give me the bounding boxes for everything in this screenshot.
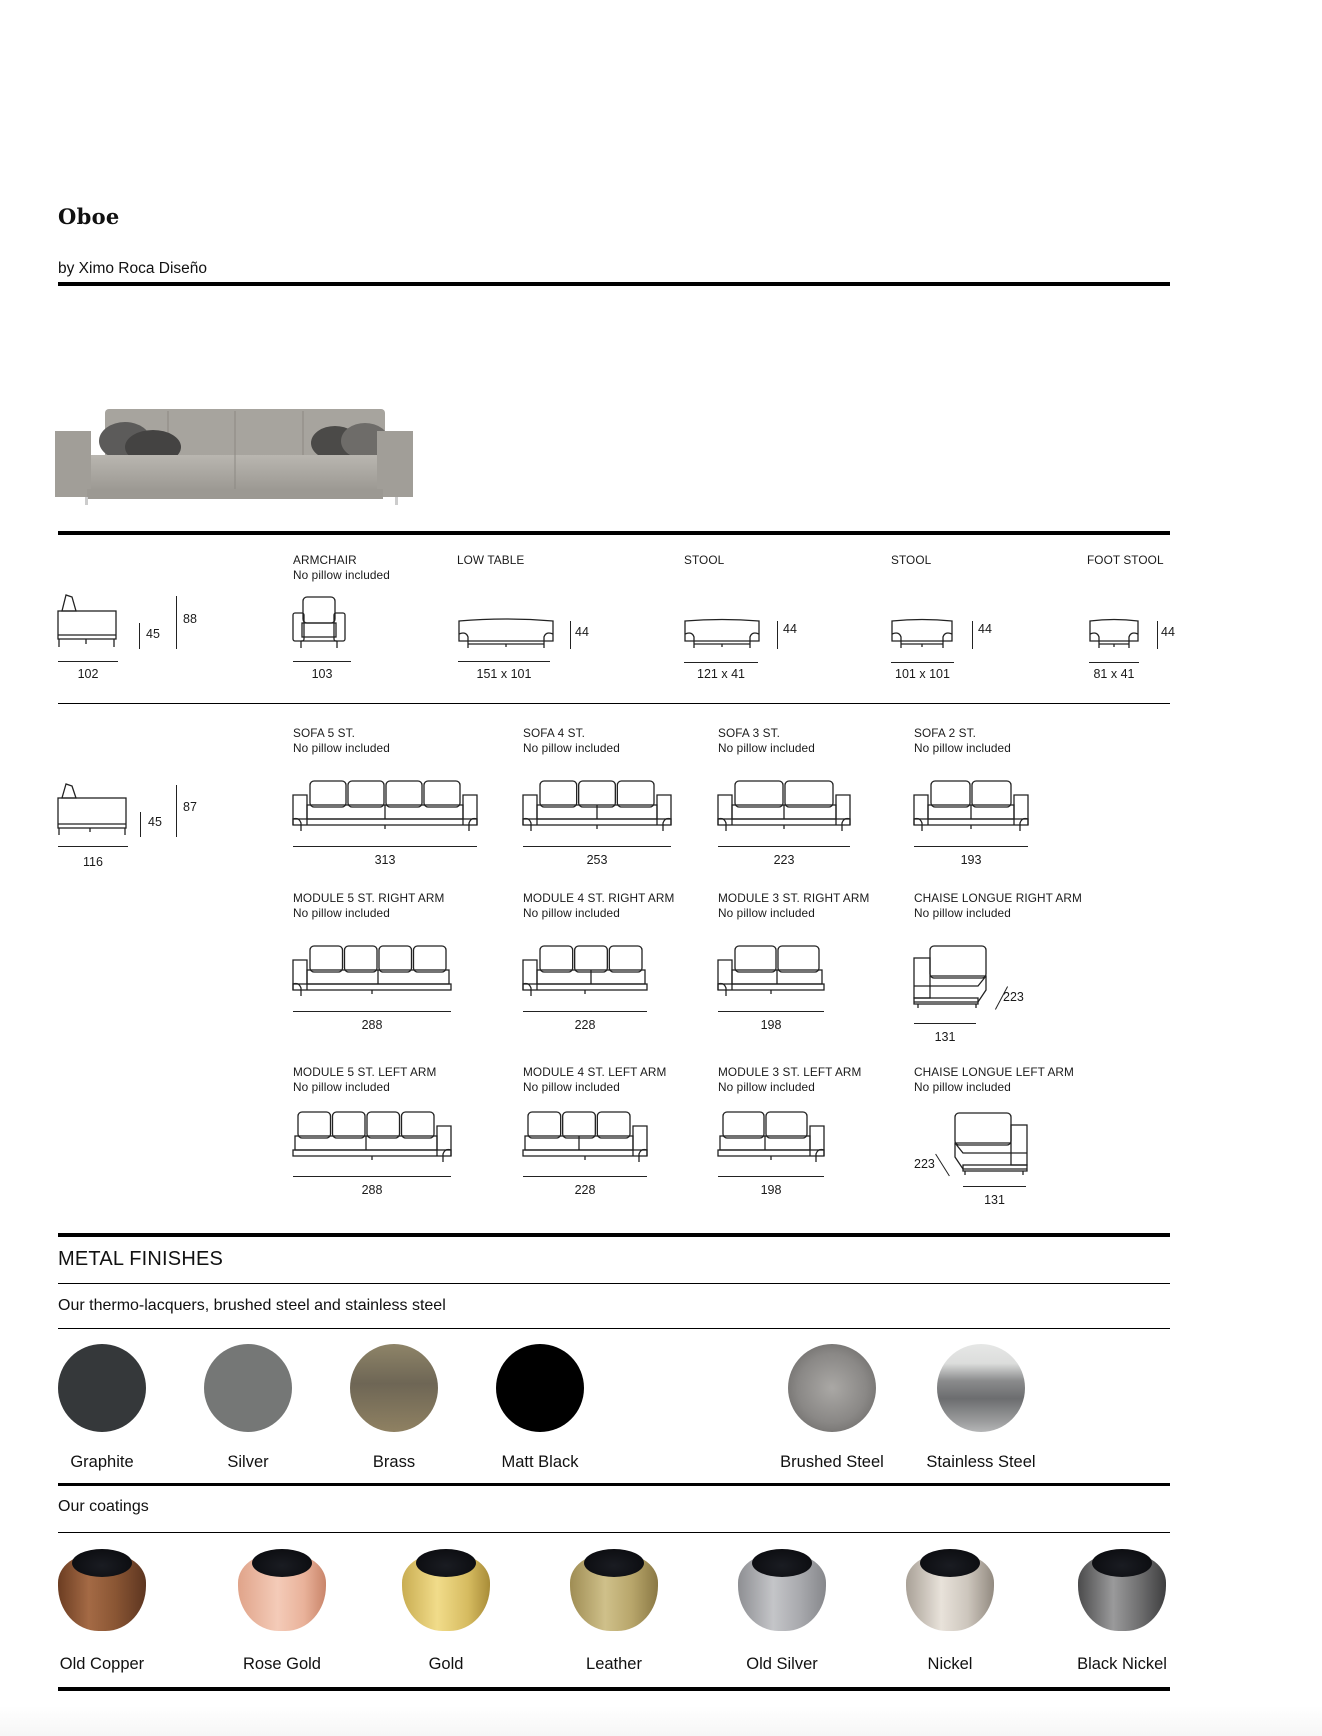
item-label: FOOT STOOL xyxy=(1087,553,1164,567)
item-label xyxy=(523,1065,666,1095)
sofa-photo xyxy=(55,403,423,507)
item-label xyxy=(914,891,1082,921)
coating-label: Old Copper xyxy=(59,1655,145,1673)
divider xyxy=(58,1283,1170,1284)
item-note: No pillow included xyxy=(914,906,1011,920)
item-dimension: 198 xyxy=(760,1183,782,1197)
module-left-arm-drawing[interactable] xyxy=(718,1112,824,1169)
item-dimension: 121 x 41 xyxy=(697,667,745,681)
profile-width: 116 xyxy=(83,855,103,869)
item-label xyxy=(718,891,869,921)
item-name: MODULE 5 ST. RIGHT ARM xyxy=(293,891,445,905)
bowl-opening xyxy=(252,1549,312,1577)
item-label xyxy=(293,891,444,921)
finish-color-circle[interactable] xyxy=(788,1344,876,1432)
bowl-opening xyxy=(72,1549,132,1577)
dim-line xyxy=(523,846,671,847)
item-height: 44 xyxy=(783,622,797,636)
item-name: MODULE 5 ST. LEFT ARM xyxy=(293,1065,437,1079)
chaise-longue-right-arm-drawing[interactable] xyxy=(914,946,988,1013)
item-dimension: 253 xyxy=(586,853,608,867)
item-note: No pillow included xyxy=(718,906,815,920)
coatings-title: Our coatings xyxy=(58,1498,149,1515)
finish-label: Matt Black xyxy=(501,1453,579,1471)
module-right-arm-drawing[interactable] xyxy=(718,946,824,1003)
height-line xyxy=(1157,621,1158,649)
item-note: No pillow included xyxy=(293,1080,390,1094)
item-dimension: 193 xyxy=(960,853,982,867)
profile-width: 102 xyxy=(77,667,99,681)
dim-line xyxy=(58,661,118,662)
coating-label: Old Silver xyxy=(746,1655,818,1673)
item-label xyxy=(523,726,620,756)
coating-bowl-image[interactable] xyxy=(906,1549,994,1631)
dim-line xyxy=(458,661,550,662)
height-line xyxy=(176,596,177,649)
dim-line xyxy=(523,1011,647,1012)
item-label: LOW TABLE xyxy=(457,553,525,567)
dim-line xyxy=(718,1011,824,1012)
bowl-opening xyxy=(752,1549,812,1577)
item-dimension: 198 xyxy=(760,1018,782,1032)
height-line xyxy=(570,621,571,649)
height-line xyxy=(777,621,778,649)
module-right-arm-drawing[interactable] xyxy=(523,946,647,1003)
divider xyxy=(58,1328,1170,1329)
chaise-longue-left-arm-drawing[interactable] xyxy=(953,1113,1027,1180)
dim-line xyxy=(293,661,351,662)
coating-bowl-image[interactable] xyxy=(402,1549,490,1631)
depth-line xyxy=(935,1154,950,1177)
item-note: No pillow included xyxy=(293,741,390,755)
coating-label: Gold xyxy=(428,1655,464,1673)
item-dimension: 228 xyxy=(574,1018,596,1032)
item-name: CHAISE LONGUE LEFT ARM xyxy=(914,1065,1074,1079)
dim-line xyxy=(718,1176,824,1177)
module-left-arm-drawing[interactable] xyxy=(293,1112,451,1169)
sofa-drawing[interactable] xyxy=(293,781,477,838)
seat-profile-drawing-row2 xyxy=(58,784,130,836)
dim-line xyxy=(684,662,758,663)
item-label: ARMCHAIR No pillow included xyxy=(293,553,390,582)
item-name: CHAISE LONGUE RIGHT ARM xyxy=(914,891,1082,905)
item-dimension: 288 xyxy=(361,1018,383,1032)
product-title: Oboe xyxy=(58,204,120,229)
dim-line xyxy=(914,1023,976,1024)
finish-color-circle[interactable] xyxy=(58,1344,146,1432)
coating-label: Leather xyxy=(586,1655,642,1673)
item-dimension: 101 x 101 xyxy=(895,667,950,681)
finish-color-circle[interactable] xyxy=(496,1344,584,1432)
profile-height: 88 xyxy=(183,612,197,626)
item-label xyxy=(718,726,815,756)
metal-finishes-subtitle: Our thermo-lacquers, brushed steel and stainless steel xyxy=(58,1297,446,1314)
finish-label: Stainless Steel xyxy=(926,1453,1036,1471)
seat-profile-drawing-row1 xyxy=(58,595,120,649)
dim-line xyxy=(914,846,1028,847)
stool-drawing[interactable] xyxy=(891,619,953,649)
item-note: No pillow included xyxy=(718,741,815,755)
finishes-divider xyxy=(58,1233,1170,1237)
finish-label: Brass xyxy=(372,1453,416,1471)
sofa-drawing[interactable] xyxy=(523,781,671,838)
low-table-drawing[interactable] xyxy=(458,619,554,649)
finish-label: Brushed Steel xyxy=(780,1453,884,1471)
metal-finishes-title: METAL FINISHES xyxy=(58,1248,224,1270)
seat-height-line xyxy=(139,623,140,649)
coating-label: Rose Gold xyxy=(243,1655,321,1673)
item-dimension: 313 xyxy=(374,853,396,867)
coating-label: Black Nickel xyxy=(1077,1655,1167,1673)
sofa-drawing[interactable] xyxy=(914,781,1028,838)
item-note: No pillow included xyxy=(293,906,390,920)
profile-height: 87 xyxy=(183,800,197,814)
item-label xyxy=(914,726,1011,756)
item-dimension: 288 xyxy=(361,1183,383,1197)
item-note: No pillow included xyxy=(718,1080,815,1094)
coating-bowl-image[interactable] xyxy=(570,1549,658,1631)
bowl-opening xyxy=(416,1549,476,1577)
coating-label: Nickel xyxy=(927,1655,973,1673)
sofa-drawing[interactable] xyxy=(718,781,850,838)
finish-color-circle[interactable] xyxy=(204,1344,292,1432)
dim-line xyxy=(891,662,954,663)
dim-line xyxy=(293,1176,451,1177)
height-line xyxy=(176,785,177,837)
item-label: STOOL xyxy=(684,553,725,567)
item-note: No pillow included xyxy=(914,1080,1011,1094)
item-height: 44 xyxy=(1161,625,1175,639)
dim-line xyxy=(718,846,850,847)
profile-seat-height: 45 xyxy=(146,627,160,641)
item-name: MODULE 4 ST. LEFT ARM xyxy=(523,1065,667,1079)
item-height: 44 xyxy=(978,622,992,636)
item-label xyxy=(523,891,674,921)
coating-bowl-image[interactable] xyxy=(58,1549,146,1631)
coating-bowl-image[interactable] xyxy=(738,1549,826,1631)
item-note: No pillow included xyxy=(523,1080,620,1094)
finish-color-circle[interactable] xyxy=(350,1344,438,1432)
bowl-opening xyxy=(584,1549,644,1577)
item-dimension: 131 xyxy=(934,1030,956,1044)
gallery-divider xyxy=(58,531,1170,535)
item-name: MODULE 3 ST. RIGHT ARM xyxy=(718,891,870,905)
item-dimension: 228 xyxy=(574,1183,596,1197)
finish-label: Graphite xyxy=(70,1453,134,1471)
finish-label: Silver xyxy=(227,1453,269,1471)
item-dimension: 223 xyxy=(773,853,795,867)
item-dimension: 131 xyxy=(984,1193,1005,1207)
armchair-drawing[interactable] xyxy=(293,597,345,649)
item-note: No pillow included xyxy=(914,741,1011,755)
item-height: 44 xyxy=(575,625,589,639)
item-name: SOFA 5 ST. xyxy=(293,726,355,740)
item-name: SOFA 3 ST. xyxy=(718,726,780,740)
item-name: SOFA 2 ST. xyxy=(914,726,976,740)
dim-line xyxy=(58,846,128,847)
item-depth: 223 xyxy=(914,1157,935,1171)
item-dimension: 81 x 41 xyxy=(1093,667,1135,681)
designer-byline: by Ximo Roca Diseño xyxy=(58,260,208,277)
coating-bowl-image[interactable] xyxy=(238,1549,326,1631)
bowl-opening xyxy=(920,1549,980,1577)
item-dimension: 151 x 101 xyxy=(476,667,532,681)
header-divider xyxy=(58,282,1170,286)
item-depth: 223 xyxy=(1003,990,1024,1004)
row-divider xyxy=(58,703,1170,704)
page-bottom xyxy=(0,1706,1322,1736)
item-name: MODULE 4 ST. RIGHT ARM xyxy=(523,891,675,905)
item-dimension: 103 xyxy=(311,667,333,681)
bowl-opening xyxy=(1092,1549,1152,1577)
divider xyxy=(58,1483,1170,1486)
height-line xyxy=(972,621,973,649)
item-label xyxy=(293,726,390,756)
dim-line xyxy=(293,1011,451,1012)
dim-line xyxy=(293,846,477,847)
dim-line xyxy=(963,1186,1026,1187)
dim-line xyxy=(523,1176,647,1177)
item-note: No pillow included xyxy=(523,906,620,920)
divider xyxy=(58,1532,1170,1533)
page-bottom-divider xyxy=(58,1687,1170,1691)
finish-color-circle[interactable] xyxy=(937,1344,1025,1432)
seat-height-line xyxy=(140,812,141,837)
item-name: SOFA 4 ST. xyxy=(523,726,585,740)
module-right-arm-drawing[interactable] xyxy=(293,946,451,1003)
item-note: No pillow included xyxy=(523,741,620,755)
profile-seat-height: 45 xyxy=(148,815,162,829)
coating-bowl-image[interactable] xyxy=(1078,1549,1166,1631)
foot-stool-drawing[interactable] xyxy=(1089,619,1139,649)
item-label xyxy=(293,1065,436,1095)
stool-drawing[interactable] xyxy=(684,619,760,649)
dim-line xyxy=(1089,662,1139,663)
item-label: STOOL xyxy=(891,553,932,567)
item-label xyxy=(718,1065,861,1095)
item-label xyxy=(914,1065,1074,1095)
item-name: MODULE 3 ST. LEFT ARM xyxy=(718,1065,862,1079)
module-left-arm-drawing[interactable] xyxy=(523,1112,647,1169)
